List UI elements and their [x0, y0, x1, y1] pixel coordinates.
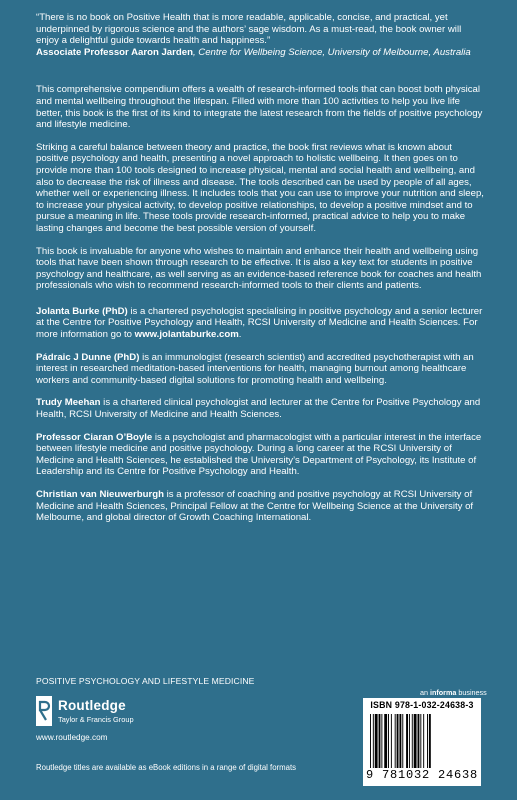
author-bio-end: .: [238, 329, 242, 341]
author-bio-text: is an immunologist (research scientist) and accredited psychotherapist with an interest in researched meditation-based interventions for health, managing burnout among healthcare workers and community-based digital solutions for promoting health and wellbeing.: [36, 351, 474, 386]
author-bio-meehan: [36, 397, 484, 420]
description-paragraph-3: This book is invaluable for anyone who wishes to maintain and enhance their health and wellbeing using tools that have been shown through research to be effective. It is also a key text for students in positive psychology and healthcare, as well serving as an evidence-based reference book for coaches and health professionals who wish to recommend research-informed tools to their clients and patients.: [36, 245, 482, 292]
publisher-group: Taylor & Francis Group: [58, 715, 134, 724]
publisher-website[interactable]: www.routledge.com: [36, 733, 108, 742]
quote-attribution-affiliation: , Centre for Wellbeing Science, University of Melbourne, Australia: [192, 46, 471, 58]
author-bio-oboyle: [36, 432, 484, 478]
routledge-r-icon: [36, 696, 52, 726]
author-bio-text: is a chartered psychologist specialising in positive psychology and a senior lecturer at the Centre for Positive Psychology and Health, RCSI University of Medicine and Health Sciences. For more information go to: [36, 305, 483, 341]
author-name: Pádraic J Dunne (PhD): [36, 351, 140, 363]
author-name: Trudy Meehan: [36, 397, 101, 409]
author-bio-burke: [36, 306, 484, 341]
description-paragraph-1: This comprehensive compendium offers a wealth of research-informed tools that can boost both physical and mental wellbeing throughout the lifespan. Filled with more than 100 activities to help you live life better, this book is the first of its kind to integrate the latest research from the fields of positive psychology and lifestyle medicine.: [36, 84, 483, 131]
isbn-barcode: [363, 698, 481, 786]
description-paragraph-2: Striking a careful balance between theory and practice, the book first reviews what is known about positive psychology and health, presenting a novel approach to holistic wellbeing. It then goes on to provide more than 100 tools designed to increase physical, mental and social health and wellbeing, and also to decrease the risk of illness and disease. The tools described can be used by people of all ages, whether well or experiencing illness. It includes tools that you can use to improve your nutrition and sleep, to increase your physical activity, to develop positive relationships, to develop a positive mindset and to pursue a meaning in life. These tools provide research-informed, practical advice to help you to make lasting changes and become the best possible version of yourself.: [36, 141, 484, 234]
ebook-note: Routledge titles are available as eBook editions in a range of digital formats: [36, 763, 297, 772]
barcode-digits: 9 781032 24638: [365, 768, 479, 782]
author-bio-van-nieuwerburgh: [36, 489, 484, 524]
informa-business-tag: an informa business: [420, 688, 487, 697]
quote-text: “There is no book on Positive Health that is more readable, applicable, concise, and practical, yet underpinned by rigorous science and the authors’ sage wisdom. As a must-read, the book owner will enjoy a delightful guide towards health and happiness.”: [36, 12, 462, 47]
author-bio-text: is a professor of coaching and positive psychology at RCSI University of Medicine and Health Sciences, Principal Fellow at the Centre for Wellbeing Science at the University of Melbourne, and global director of Growth Coaching International.: [36, 489, 474, 524]
barcode-icon: [369, 714, 475, 770]
publisher-logo: [36, 696, 236, 730]
author-bio-dunne: [36, 352, 484, 387]
endorsement-quote: [36, 12, 484, 58]
author-name: Jolanta Burke (PhD): [36, 305, 128, 317]
content-column: [36, 12, 484, 535]
isbn-label: ISBN 978-1-032-24638-3: [370, 700, 474, 710]
publisher-name: Routledge: [58, 698, 126, 713]
quote-attribution-name: Associate Professor Aaron Jarden: [36, 46, 193, 58]
author-name: Christian van Nieuwerburgh: [36, 489, 164, 500]
author-bio-text: is a chartered clinical psychologist and lecturer at the Centre for Positive Psychology and Health, RCSI University of Medicine and Health Sciences.: [36, 397, 481, 421]
series-title: POSITIVE PSYCHOLOGY AND LIFESTYLE MEDICINE: [36, 676, 255, 686]
author-name: Professor Ciaran O’Boyle: [36, 431, 153, 443]
author-bio-text: is a psychologist and pharmacologist with a particular interest in the interface between lifestyle medicine and positive psychology. During a long career at the RCSI University of Medicine and Health Sciences, he established the University’s Department of Psychology, its Institute of Leadership and its Centre for Positive Psychology and Health.: [36, 431, 482, 478]
author-website-link[interactable]: www.jolantaburke.com: [134, 329, 239, 341]
